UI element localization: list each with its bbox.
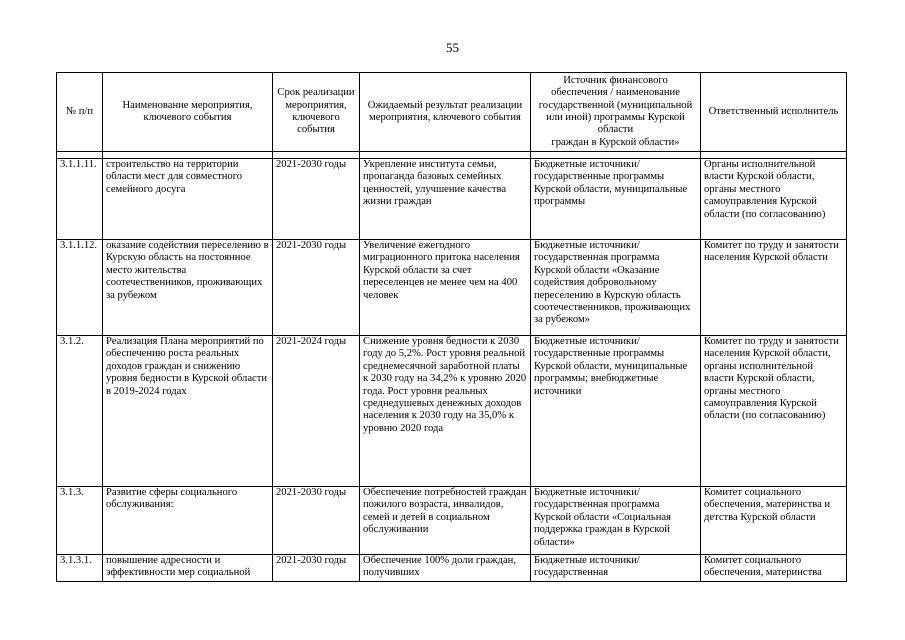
row-source: Бюджетные источники/государственная программа Курской области «Социальная поддержка граждан в Курской области» — [531, 487, 701, 555]
table-row — [57, 336, 847, 487]
activities-table — [56, 72, 847, 582]
header-responsible: Ответственный исполнитель — [701, 73, 847, 152]
row-num: 3.1.1.12. — [57, 240, 103, 336]
row-result: Увеличение ежегодного миграционного притока населения Курской области за счет переселенцев не менее чем на 400 человек — [360, 240, 531, 336]
table-row — [57, 240, 847, 336]
table-header-row — [57, 73, 847, 152]
row-source: Бюджетные источники/ государственная программа Курской области «Оказание содействия добровольному переселению в Курскую область соотечественников, проживающих за рубежом» — [531, 240, 701, 336]
row-num: 3.1.1.11. — [57, 159, 103, 240]
row-responsible: Комитет по труду и занятости населения Курской области — [701, 240, 847, 336]
header-result: Ожидаемый результат реализации мероприятия, ключевого события — [360, 73, 531, 152]
row-name: оказание содействия переселению в Курскую область на постоянное место жительства соотечественников, проживающих за рубежом — [103, 240, 273, 336]
header-source — [531, 73, 701, 152]
row-name: повышение адресности и эффективности мер социальной — [103, 555, 273, 582]
row-result: Обеспечение 100% доли граждан, получивших — [360, 555, 531, 582]
row-num: 3.1.3.1. — [57, 555, 103, 582]
page-number: 55 — [446, 40, 459, 55]
header-num: № п/п — [57, 73, 103, 152]
row-term: 2021-2024 годы — [273, 336, 360, 487]
row-responsible: Органы исполнительной власти Курской области, органы местного самоуправления Курской области (по согласованию) — [701, 159, 847, 240]
row-source: Бюджетные источники/государственные программы Курской области, муниципальные программы — [531, 159, 701, 240]
row-responsible: Комитет социального обеспечения, материнства и детства Курской области — [701, 487, 847, 555]
table-row — [57, 487, 847, 555]
row-result: Снижение уровня бедности к 2030 году до 5,2%. Рост уровня реальной среднемесячной заработной платы к 2030 году на 34,2% к уровню 2020 года. Рост уровня реальных среднедушевых денежных доходов населения к 2030 году на 35,0% к уровню 2020 года — [360, 336, 531, 487]
row-source: Бюджетные источники/государственные программы Курской области, муниципальные программы; внебюджетные источники — [531, 336, 701, 487]
table-row — [57, 159, 847, 240]
row-term: 2021-2030 годы — [273, 240, 360, 336]
row-name: Реализация Плана мероприятий по обеспечению роста реальных доходов граждан и снижению уровня бедности в Курской области в 2019-2024 годах — [103, 336, 273, 487]
row-source: Бюджетные источники/государственная — [531, 555, 701, 582]
carry-over-text: граждан в Курской области» — [551, 136, 680, 148]
header-term: Срок реализации мероприятия, ключевого события — [273, 73, 360, 152]
row-num: 3.1.2. — [57, 336, 103, 487]
row-term: 2021-2030 годы — [273, 555, 360, 582]
row-responsible: Комитет социального обеспечения, материнства — [701, 555, 847, 582]
row-responsible: Комитет по труду и занятости населения Курской области, органы исполнительной власти Курской области, органы местного самоуправления Курской области (по согласованию) — [701, 336, 847, 487]
table-row — [57, 555, 847, 582]
row-num: 3.1.3. — [57, 487, 103, 555]
row-name: Развитие сферы социального обслуживания: — [103, 487, 273, 555]
row-term: 2021-2030 годы — [273, 487, 360, 555]
row-result: Обеспечение потребностей граждан пожилого возраста, инвалидов, семей и детей в социальном обслуживании — [360, 487, 531, 555]
row-term: 2021-2030 годы — [273, 159, 360, 240]
row-result: Укрепление института семьи, пропаганда базовых семейных ценностей, улучшение качества жизни граждан — [360, 159, 531, 240]
row-name: строительство на территории области мест для совместного семейного досуга — [103, 159, 273, 240]
header-source-text: Источник финансового обеспечения / наименование государственной (муниципальной или иной) программы Курской области — [538, 74, 693, 136]
spacer-row — [57, 152, 847, 159]
header-name: Наименование мероприятия, ключевого события — [103, 73, 273, 152]
